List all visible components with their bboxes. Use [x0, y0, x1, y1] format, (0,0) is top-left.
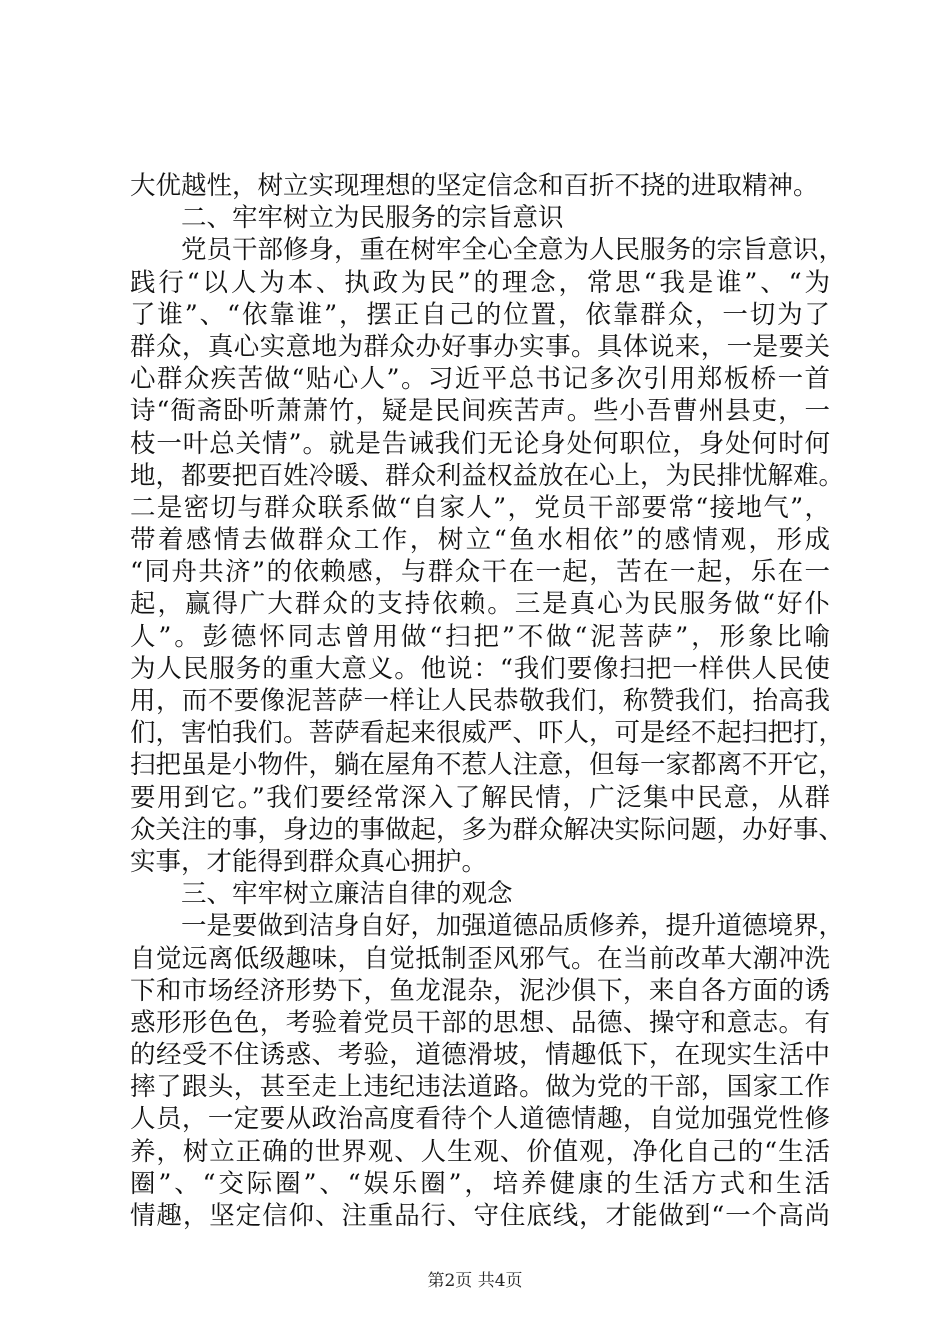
text-line: 们，害怕我们。菩萨看起来很威严、吓人，可是经不起扫把打，: [130, 718, 845, 749]
document-body: [130, 170, 845, 1232]
text-line: 党员干部修身，重在树牢全心全意为人民服务的宗旨意识，: [181, 235, 845, 266]
text-line: 为人民服务的重大意义。他说：“我们要像扫把一样供人民使: [130, 653, 830, 684]
text-line: 的经受不住诱惑、考验，道德滑坡，情趣低下，在现实生活中: [130, 1040, 830, 1071]
text-line: 人”。彭德怀同志曾用做“扫把”不做“泥菩萨”，形象比喻: [130, 621, 830, 652]
text-line: 带着感情去做群众工作，树立“鱼水相依”的感情观，形成: [130, 525, 830, 556]
text-line: 众关注的事，身边的事做起，多为群众解决实际问题，办好事、: [130, 814, 845, 845]
text-line: 三、牢牢树立廉洁自律的观念: [181, 879, 513, 910]
text-line: 用，而不要像泥菩萨一样让人民恭敬我们，称赞我们，抬高我: [130, 686, 830, 716]
text-line: 群众，真心实意地为群众办好事办实事。具体说来，一是要关: [130, 331, 830, 362]
text-line: 心群众疾苦做“贴心人”。习近平总书记多次引用郑板桥一首: [130, 364, 830, 395]
text-line: 下和市场经济形势下，鱼龙混杂，泥沙俱下，来自各方面的诱: [130, 975, 830, 1006]
text-line: 枝一叶总关情”。就是告诫我们无论身处何职位，身处何时何: [130, 428, 830, 459]
text-line: 二、牢牢树立为民服务的宗旨意识: [181, 203, 564, 234]
text-line: 二是密切与群众联系做“自家人”，党员干部要常“接地气”，: [130, 492, 830, 523]
text-line: 情趣，坚定信仰、注重品行、守住底线，才能做到“一个高尚: [130, 1201, 830, 1231]
text-line: 养，树立正确的世界观、人生观、价值观，净化自己的“生活: [130, 1136, 830, 1167]
text-line: 人员，一定要从政治高度看待个人道德情趣，自觉加强党性修: [130, 1104, 830, 1135]
text-line: 一是要做到洁身自好，加强道德品质修养，提升道德境界，: [181, 911, 845, 942]
text-line: 实事，才能得到群众真心拥护。: [130, 846, 488, 877]
text-line: 了谁”、“依靠谁”，摆正自己的位置，依靠群众，一切为了: [130, 299, 830, 330]
text-line: 地，都要把百姓冷暖、群众利益权益放在心上，为民排忧解难。: [130, 460, 845, 491]
text-line: 圈”、“交际圈”、“娱乐圈”，培养健康的生活方式和生活: [130, 1168, 830, 1199]
text-line: 扫把虽是小物件，躺在屋角不惹人注意，但每一家都离不开它，: [130, 750, 845, 781]
page-footer: 第2页 共4页: [427, 1271, 523, 1291]
text-line: 自觉远离低级趣味，自觉抵制歪风邪气。在当前改革大潮冲洗: [130, 943, 830, 974]
text-line: “同舟共济”的依赖感，与群众干在一起，苦在一起，乐在一: [130, 557, 830, 588]
text-line: 践行“以人为本、执政为民”的理念，常思“我是谁”、“为: [130, 267, 830, 298]
text-line: 大优越性，树立实现理想的坚定信念和百折不挠的进取精神。: [130, 171, 819, 201]
text-line: 起，赢得广大群众的支持依赖。三是真心为民服务做“好仆: [130, 589, 830, 620]
text-line: 惑形形色色，考验着党员干部的思想、品德、操守和意志。有: [130, 1007, 830, 1038]
text-line: 要用到它。”我们要经常深入了解民情，广泛集中民意，从群: [130, 782, 830, 813]
text-line: 诗“衙斋卧听萧萧竹，疑是民间疾苦声。些小吾曹州县吏，一: [130, 396, 830, 427]
text-line: 摔了跟头，甚至走上违纪违法道路。做为党的干部，国家工作: [130, 1072, 830, 1103]
